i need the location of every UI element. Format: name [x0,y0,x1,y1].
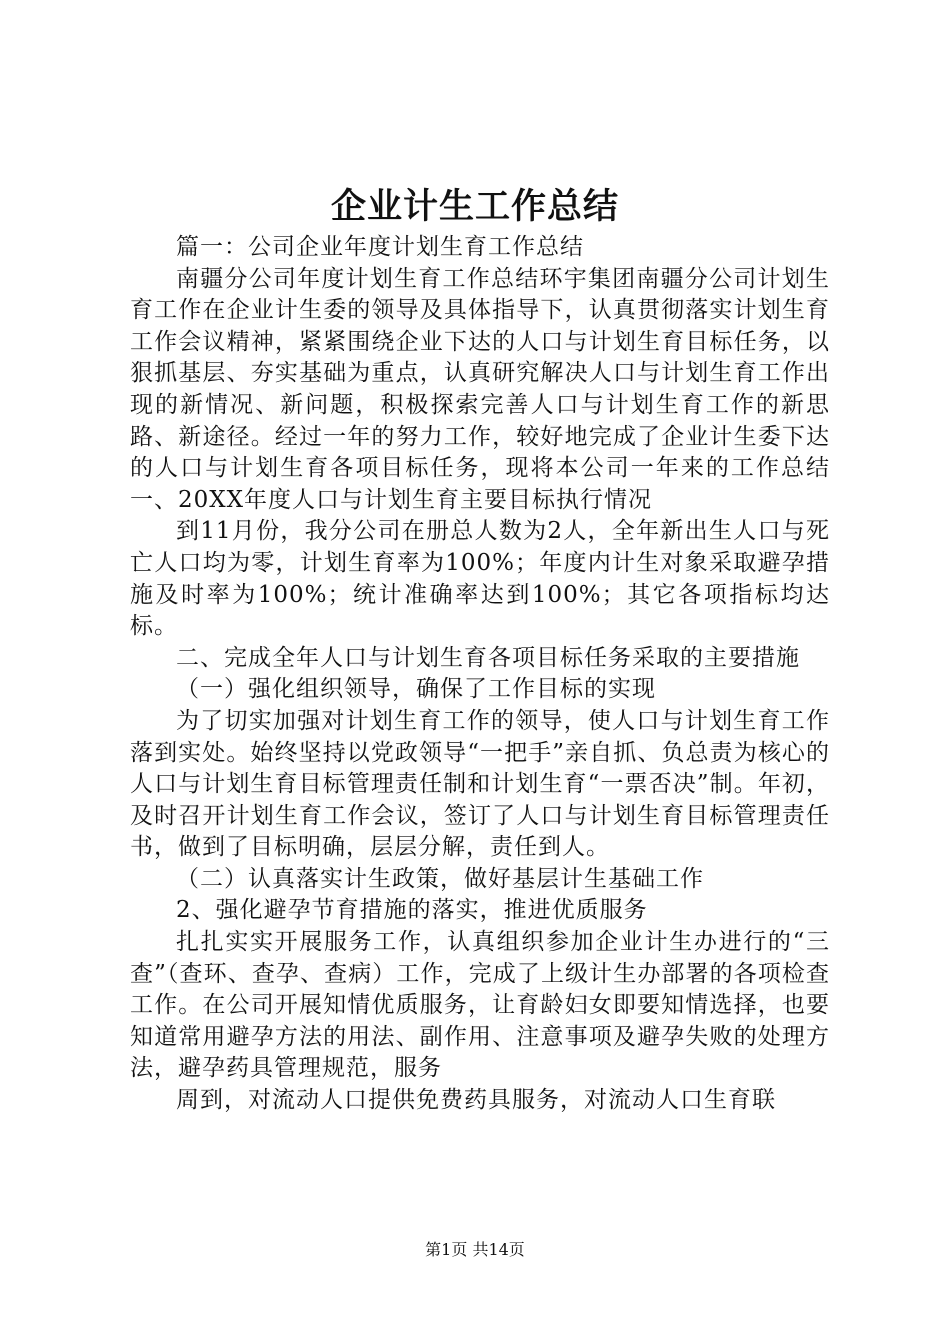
paragraph: 周到，对流动人口提供免费药具服务，对流动人口生育联 [176,1087,776,1114]
paragraph: 南疆分公司年度计划生育工作总结环宇集团南疆分公司计划生育工作在企业计生委的领导及具体指导下，认真贯彻落实计划生育工作会议精神，紧紧围绕企业下达的人口与计划生育目标任务，以狠抓基层、夯实基础为重点，认真研究解决人口与计划生育工作出现的新情况、新问题，积极探索完善人口与计划生育工作的新思路、新途径。经过一年的努力工作，较好地完成了企业计生委下达的人口与计划生育各项目标任务，现将本公司一年来的工作总结一、20XX年度人口与计划生育主要目标执行情况 [130,265,830,513]
paragraph: 为了切实加强对计划生育工作的领导，使人口与计划生育工作落到实处。始终坚持以党政领导“一把手”亲自抓、负总责为核心的人口与计划生育目标管理责任制和计划生育“一票否决”制。年初，及时召开计划生育工作会议，签订了人口与计划生育目标管理责任书，做到了目标明确，层层分解，责任到人。 [130,707,830,861]
subsection-heading: 2、强化避孕节育措施的落实，推进优质服务 [176,897,648,924]
document-title: 企业计生工作总结 [330,186,619,227]
section-heading: 篇一：公司企业年度计划生育工作总结 [176,234,584,260]
paragraph: 到11月份，我分公司在册总人数为2人，全年新出生人口与死亡人口均为零，计划生育率为100%；年度内计生对象采取避孕措施及时率为100%；统计准确率达到100%；其它各项指标均达标。 [130,518,830,640]
page-number-footer: 第1页 共14页 [425,1240,525,1259]
document-body [130,232,830,1117]
paragraph: 扎扎实实开展服务工作，认真组织参加企业计生办进行的“三查”（查环、查孕、查病）工作，完成了上级计生办部署的各项检查工作。在公司开展知情优质服务，让育龄妇女即要知情选择，也要知道常用避孕方法的用法、副作用、注意事项及避孕失败的处理方法，避孕药具管理规范，服务 [130,929,830,1082]
section-heading: 二、完成全年人口与计划生育各项目标任务采取的主要措施 [176,644,800,671]
subsection-heading: （二）认真落实计生政策，做好基层计生基础工作 [176,865,704,892]
subsection-heading: （一）强化组织领导，确保了工作目标的实现 [176,676,656,703]
